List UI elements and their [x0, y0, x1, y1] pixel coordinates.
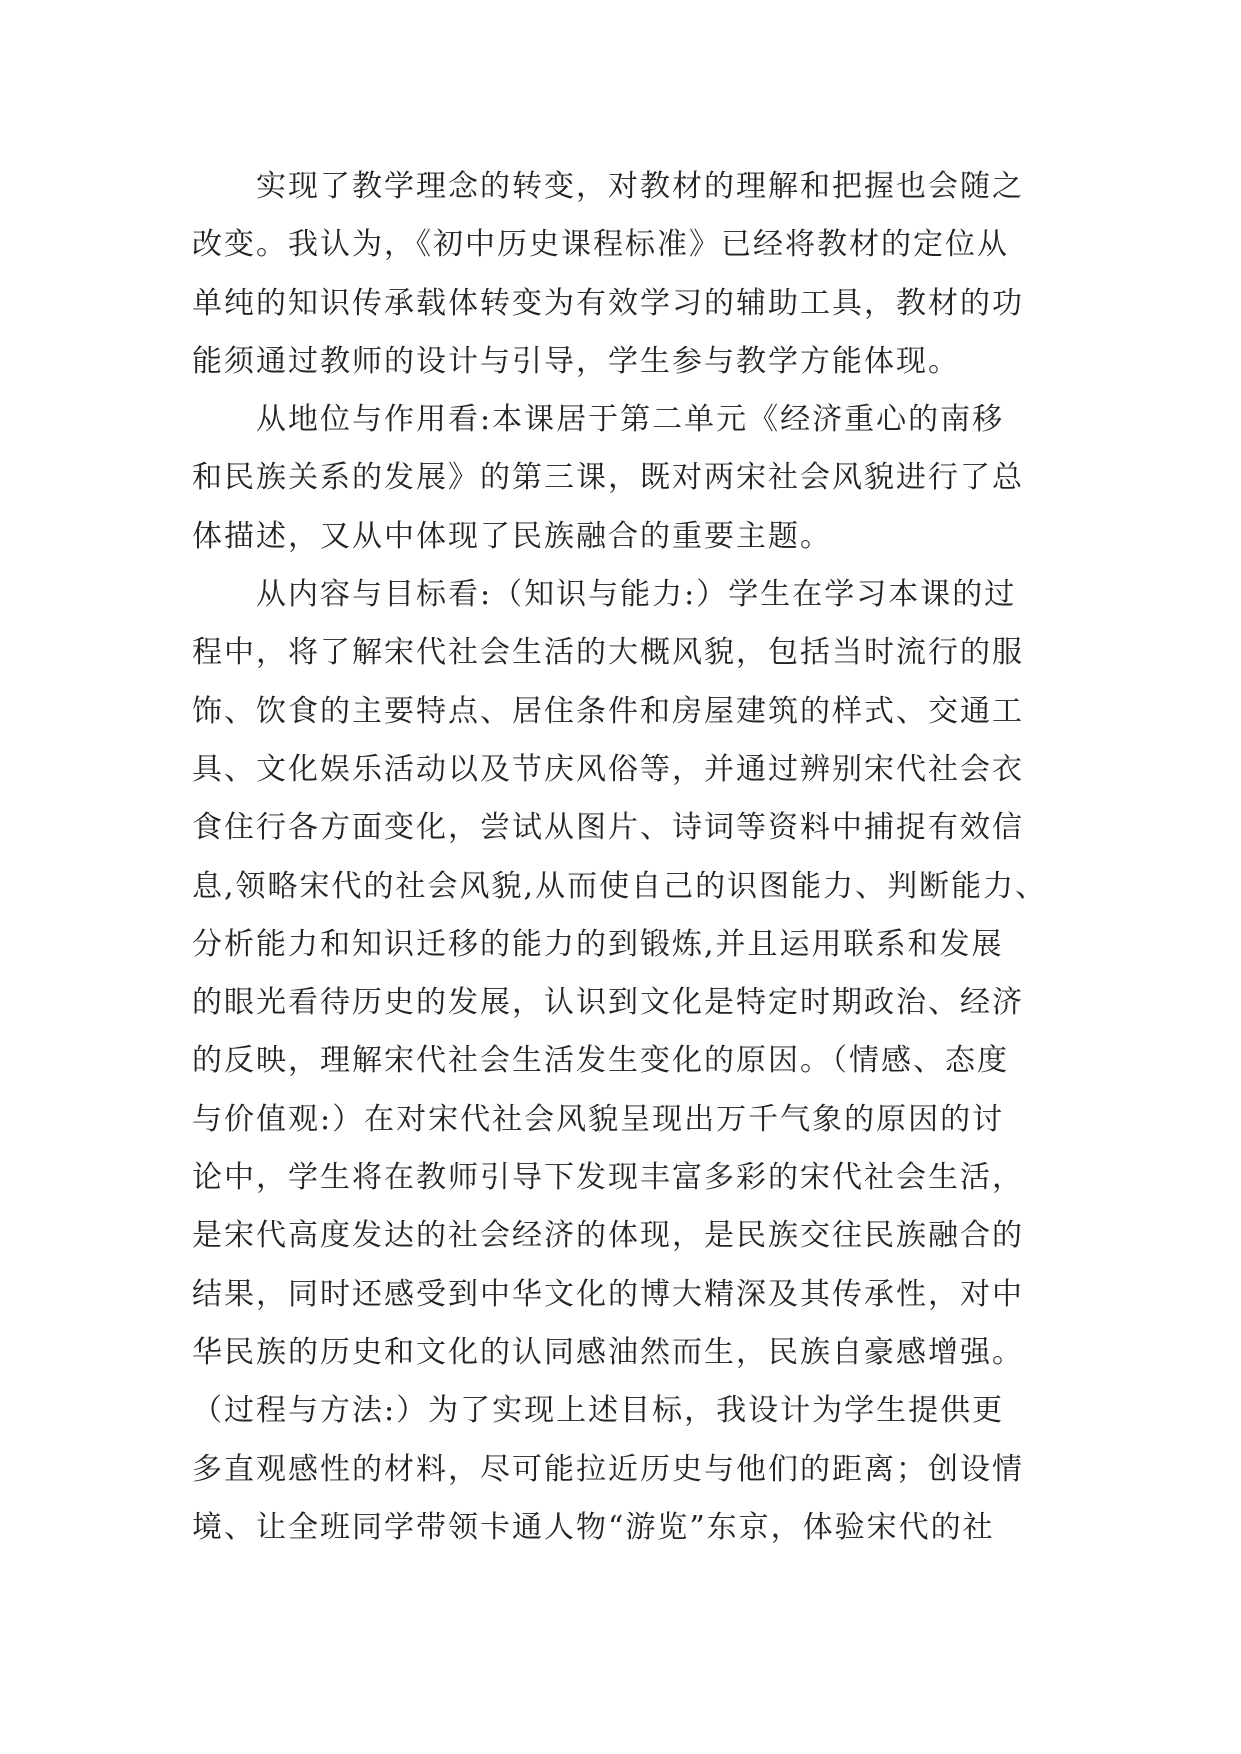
paragraph-2-line-1: 从地位与作用看:本课居于第二单元《经济重心的南移	[256, 402, 1005, 438]
paragraph-3-line-9: 的反映，理解宋代社会生活发生变化的原因。（情感、态度	[192, 1043, 1009, 1079]
paragraph-3-line-5: 食住行各方面变化，尝试从图片、诗词等资料中捕捉有效信	[192, 810, 1024, 846]
paragraph-3-line-3: 饰、饮食的主要特点、居住条件和房屋建筑的样式、交通工	[192, 693, 1024, 729]
paragraph-3-line-16: 多直观感性的材料，尽可能拉近历史与他们的距离；创设情	[192, 1451, 1024, 1487]
paragraph-2-line-3: 体描述，又从中体现了民族融合的重要主题。	[192, 518, 832, 554]
paragraph-2-line-2: 和民族关系的发展》的第三课，既对两宋社会风貌进行了总	[192, 460, 1024, 496]
paragraph-3-line-4: 具、文化娱乐活动以及节庆风俗等，并通过辨别宋代社会衣	[192, 751, 1024, 787]
body-text	[192, 158, 1052, 1557]
paragraph-3-line-14: 华民族的历史和文化的认同感油然而生，民族自豪感增强。	[192, 1334, 1024, 1370]
paragraph-3-line-6: 息,领略宋代的社会风貌,从而使自己的识图能力、判断能力、	[192, 868, 1048, 904]
paragraph-3-line-2: 程中，将了解宋代社会生活的大概风貌，包括当时流行的服	[192, 635, 1024, 671]
paragraph-1-line-4: 能须通过教师的设计与引导，学生参与教学方能体现。	[192, 343, 960, 379]
paragraph-3-line-12: 是宋代高度发达的社会经济的体现，是民族交往民族融合的	[192, 1218, 1024, 1254]
paragraph-3-line-13: 结果，同时还感受到中华文化的博大精深及其传承性，对中	[192, 1276, 1024, 1312]
paragraph-3-line-7: 分析能力和知识迁移的能力的到锻炼,并且运用联系和发展	[192, 926, 1004, 962]
paragraph-3-line-11: 论中，学生将在教师引导下发现丰富多彩的宋代社会生活，	[192, 1160, 1024, 1196]
paragraph-1-line-1: 实现了教学理念的转变，对教材的理解和把握也会随之	[256, 169, 1024, 204]
paragraph-1-line-2: 改变。我认为，《初中历史课程标准》已经将教材的定位从	[192, 227, 1009, 263]
paragraph-3-line-8: 的眼光看待历史的发展，认识到文化是特定时期政治、经济	[192, 985, 1024, 1021]
paragraph-3-line-10: 与价值观:）在对宋代社会风貌呈现出万千气象的原因的讨	[192, 1101, 1005, 1137]
paragraph-3-line-17: 境、让全班同学带领卡通人物“游览”东京，体验宋代的社	[192, 1509, 995, 1545]
paragraph-1-line-3: 单纯的知识传承载体转变为有效学习的辅助工具，教材的功	[192, 285, 1024, 321]
paragraph-3-line-1: 从内容与目标看:（知识与能力:）学生在学习本课的过	[256, 577, 1017, 613]
paragraph-3-line-15: （过程与方法:）为了实现上述目标，我设计为学生提供更	[192, 1393, 1005, 1429]
